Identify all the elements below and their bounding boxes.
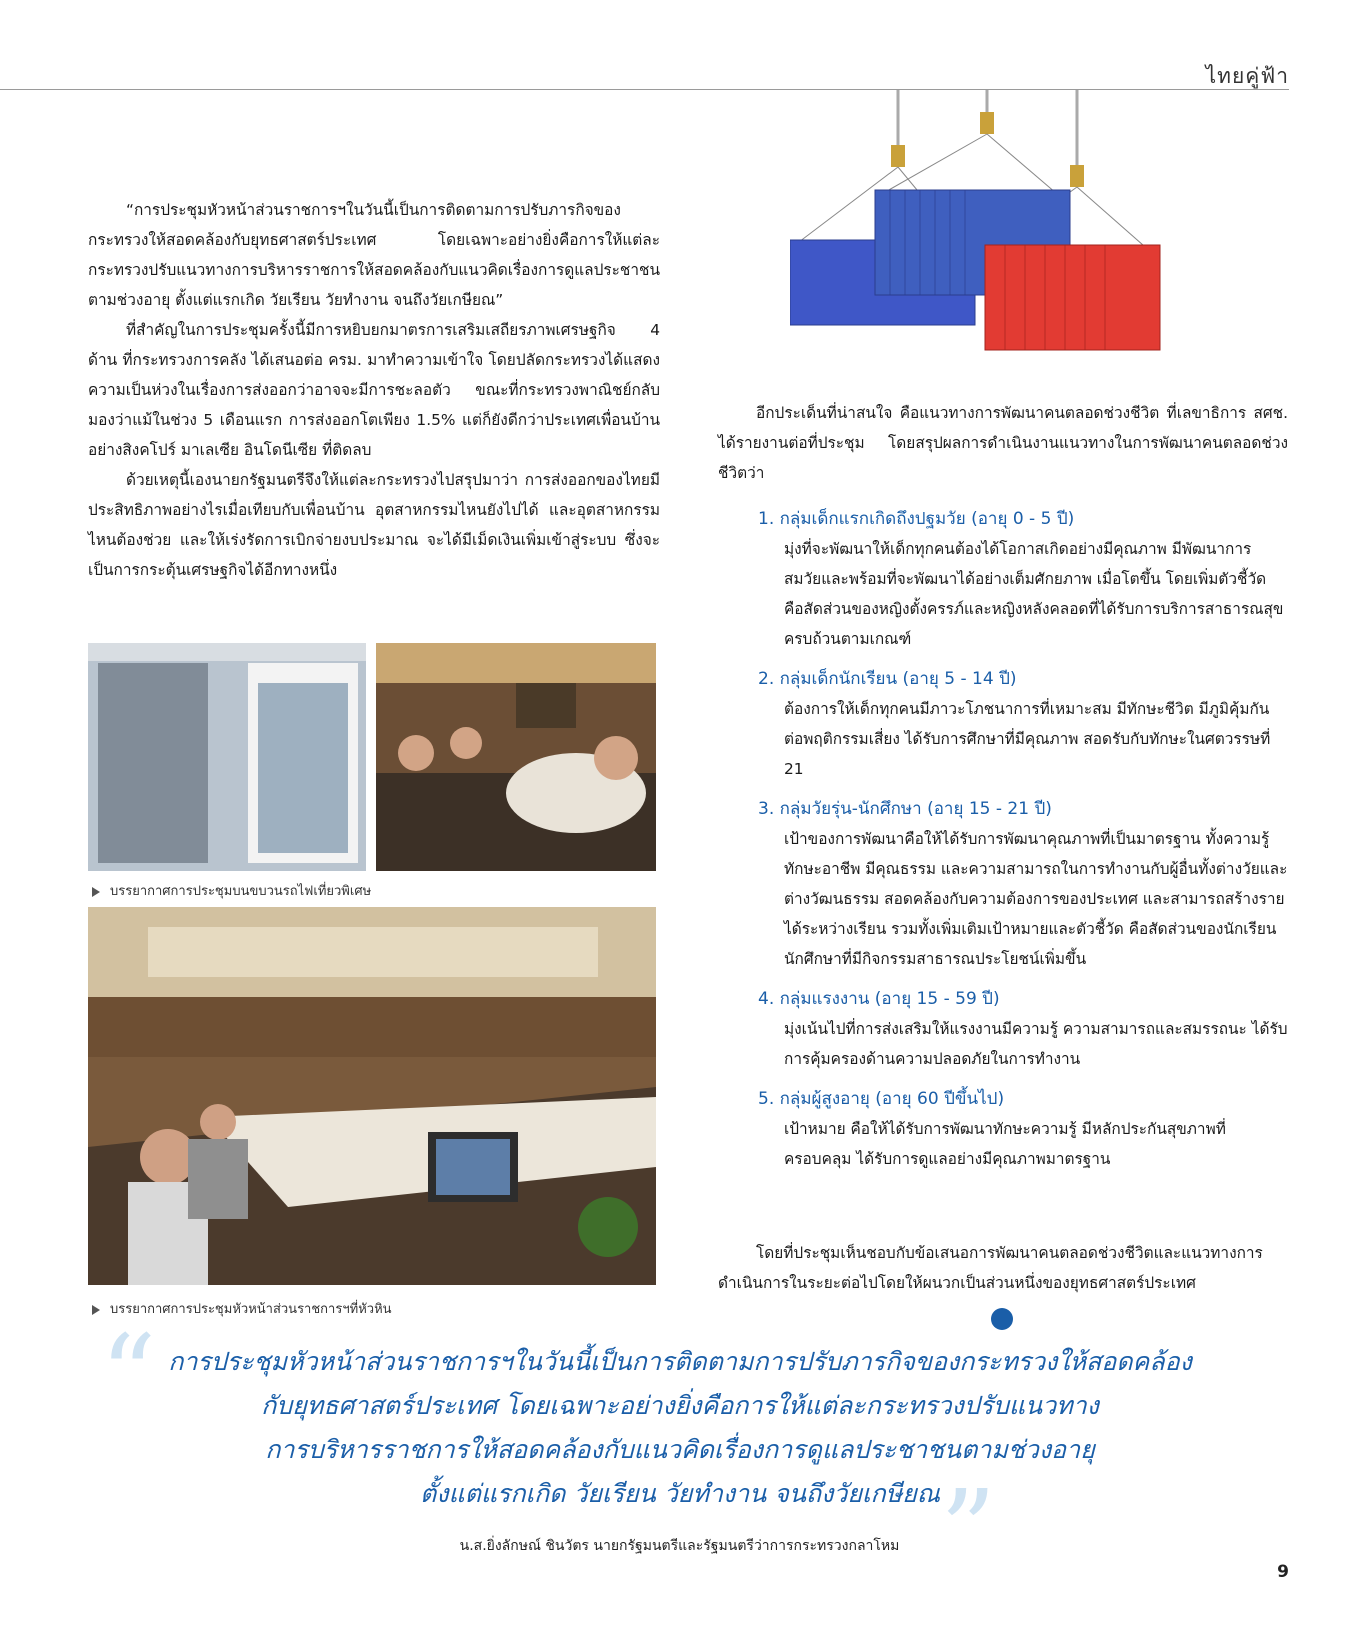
list-item [758, 1084, 1288, 1174]
group-title: 1. กลุ่มเด็กแรกเกิดถึงปฐมวัย (อายุ 0 - 5 ปี) [758, 509, 1075, 529]
paragraph: ด้วยเหตุนี้เองนายกรัฐมนตรีจึงให้แต่ละกระทรวงไปสรุปมาว่า การส่งออกของไทยมีประสิทธิภาพอย่างไรเมื่อเทียบกับเพื่อนบ้าน อุตสาหกรรมไหนยังไปได้ และอุตสาหกรรมไหนต้องช่วย และให้เร่งรัดการเบิกจ่ายงบประมาณ จะได้มีเม็ดเงินเพิ่มเข้าสู่ระบบ ซึ่งจะเป็นการกระตุ้นเศรษฐกิจได้อีกทางหนึ่ง [88, 471, 660, 579]
pull-quote [90, 1340, 1270, 1516]
quote-line: กับยุทธศาสตร์ประเทศ โดยเฉพาะอย่างยิ่งคือการให้แต่ละกระทรวงปรับแนวทาง [261, 1391, 1099, 1420]
group-description: มุ่งเน้นไปที่การส่งเสริมให้แรงงานมีความรู้ ความสามารถและสมรรถนะ ได้รับการคุ้มครองด้านความปลอดภัยในการทำงาน [784, 1020, 1288, 1068]
page-number: 9 [1277, 1562, 1289, 1582]
quote-line: ตั้งแต่แรกเกิด วัยเรียน วัยทำงาน จนถึงวัยเกษียณ [420, 1479, 940, 1508]
train-photo-caption [92, 880, 371, 901]
open-quote-icon: “ [100, 1311, 157, 1439]
conference-room-photo [376, 643, 656, 871]
quote-line: การประชุมหัวหน้าส่วนราชการฯในวันนี้เป็นการติดตามการปรับภารกิจของกระทรวงให้สอดคล้อง [168, 1347, 1192, 1376]
list-item [758, 984, 1288, 1074]
caption-text: บรรยากาศการประชุมบนขบวนรถไฟเที่ยวพิเศษ [110, 884, 372, 899]
left-article-text [88, 195, 660, 585]
group-description: เป้าของการพัฒนาคือให้ได้รับการพัฒนาคุณภาพที่เป็นมาตรฐาน ทั้งความรู้ ทักษะอาชีพ มีคุณธรรม และความสามารถในการทำงานกับผู้อื่นทั้งต่างวัยและต่างวัฒนธรรม สอดคล้องกับความต้องการของประเทศ และสามารถสร้างรายได้ระหว่างเรียน รวมทั้งเพิ่มเติมเป้าหมายและตัวชี้วัด คือสัดส่วนของนักเรียนนักศึกษาที่มีกิจกรรมสาธารณประโยชน์เพิ่มขึ้น [784, 830, 1288, 968]
closing-text [718, 1238, 1288, 1298]
paragraph: “การประชุมหัวหน้าส่วนราชการฯในวันนี้เป็นการติดตามการปรับภารกิจของกระทรวงให้สอดคล้องกับยุทธศาสตร์ประเทศ โดยเฉพาะอย่างยิ่งคือการให้แต่ละกระทรวงปรับแนวทางการบริหารราชการให้สอดคล้องกับแนวคิดเรื่องการดูแลประชาชนตามช่วงอายุ ตั้งแต่แรกเกิด วัยเรียน วัยทำงาน จนถึงวัยเกษียณ” [88, 201, 660, 309]
paragraph: ที่สำคัญในการประชุมครั้งนี้มีการหยิบยกมาตรการเสริมเสถียรภาพเศรษฐกิจ 4 ด้าน ที่กระทรวงการคลัง ได้เสนอต่อ ครม. มาทำความเข้าใจ โดยปลัดกระทรวงได้แสดงความเป็นห่วงในเรื่องการส่งออกว่าอาจจะมีการชะลอตัว ขณะที่กระทรวงพาณิชย์กลับมองว่าแม้ในช่วง 5 เดือนแรก การส่งออกโตเพียง 1.5% แต่ก็ยังดีกว่าประเทศเพื่อนบ้านอย่างสิงคโปร์ มาเลเซีย อินโดนีเซีย ที่ติดลบ [88, 321, 660, 459]
group-title: 4. กลุ่มแรงงาน (อายุ 15 - 59 ปี) [758, 989, 1000, 1009]
caption-triangle-icon [92, 887, 100, 897]
group-description: เป้าหมาย คือให้ได้รับการพัฒนาทักษะความรู้ มีหลักประกันสุขภาพที่ครอบคลุม ได้รับการดูแลอย่างมีคุณภาพมาตรฐาน [784, 1120, 1226, 1168]
paragraph: อีกประเด็นที่น่าสนใจ คือแนวทางการพัฒนาคนตลอดช่วงชีวิต ที่เลขาธิการ สศช. ได้รายงานต่อที่ประชุม โดยสรุปผลการดำเนินงานแนวทางในการพัฒนาคนตลอดช่วงชีวิตว่า [718, 404, 1288, 482]
header-title: ไทยคู่ฟ้า [1205, 64, 1289, 88]
huahin-meeting-photo [88, 907, 656, 1285]
right-intro-text [718, 398, 1288, 488]
quote-line: การบริหารราชการให้สอดคล้องกับแนวคิดเรื่องการดูแลประชาชนตามช่วงอายุ [265, 1435, 1095, 1464]
list-item [758, 794, 1288, 974]
group-title: 3. กลุ่มวัยรุ่น-นักศึกษา (อายุ 15 - 21 ปี) [758, 799, 1052, 819]
quote-author: น.ส.ยิ่งลักษณ์ ชินวัตร นายกรัฐมนตรีและรัฐมนตรีว่าการกระทรวงกลาโหม [459, 1538, 900, 1554]
list-item [758, 664, 1288, 784]
group-description: ต้องการให้เด็กทุกคนมีภาวะโภชนาการที่เหมาะสม มีทักษะชีวิต มีภูมิคุ้มกันต่อพฤติกรรมเสี่ยง ได้รับการศึกษาที่มีคุณภาพ สอดรับกับทักษะในศตวรรษที่ 21 [784, 700, 1271, 778]
caption-text: บรรยากาศการประชุมหัวหน้าส่วนราชการฯที่หัวหิน [110, 1302, 392, 1317]
train-meeting-photo [88, 643, 366, 871]
group-title: 5. กลุ่มผู้สูงอายุ (อายุ 60 ปีขึ้นไป) [758, 1089, 1005, 1109]
end-of-article-icon [991, 1308, 1013, 1330]
group-title: 2. กลุ่มเด็กนักเรียน (อายุ 5 - 14 ปี) [758, 669, 1017, 689]
list-item [758, 504, 1288, 654]
age-group-list [758, 504, 1288, 1184]
paragraph: โดยที่ประชุมเห็นชอบกับข้อเสนอการพัฒนาคนตลอดช่วงชีวิตและแนวทางการดำเนินการในระยะต่อไปโดยให้ผนวกเป็นส่วนหนึ่งของยุทธศาสตร์ประเทศ [718, 1244, 1263, 1292]
shipping-containers-image [790, 90, 1170, 360]
caption-triangle-icon [92, 1305, 100, 1315]
group-description: มุ่งที่จะพัฒนาให้เด็กทุกคนต้องได้โอกาสเกิดอย่างมีคุณภาพ มีพัฒนาการสมวัยและพร้อมที่จะพัฒนาได้อย่างเต็มศักยภาพ เมื่อโตขึ้น โดยเพิ่มตัวชี้วัด คือสัดส่วนของหญิงตั้งครรภ์และหญิงหลังคลอดที่ได้รับการบริการสาธารณสุขครบถ้วนตามเกณฑ์ [784, 540, 1284, 648]
close-quote-icon: ” [940, 1466, 997, 1594]
